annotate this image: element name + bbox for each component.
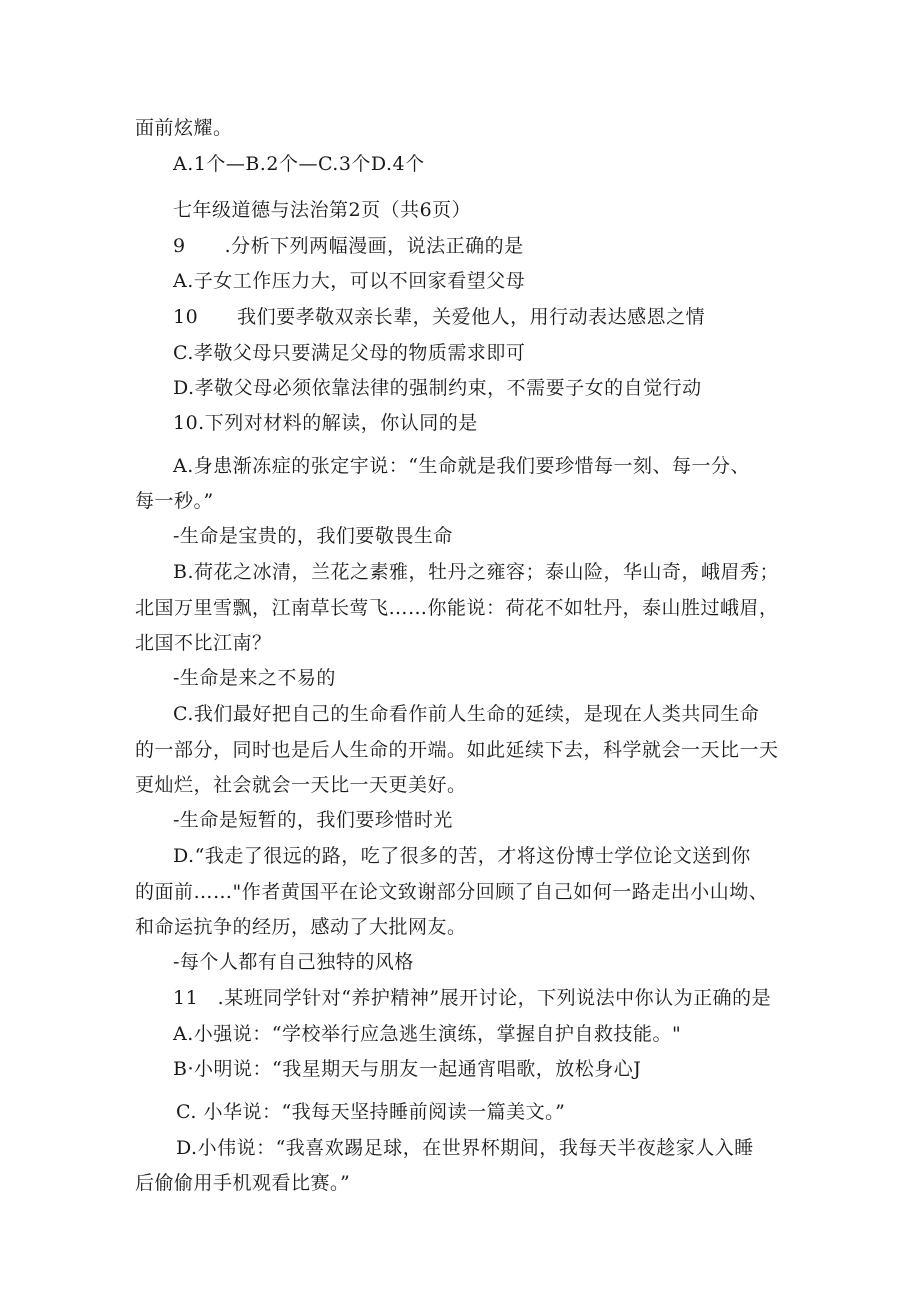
options-line: A.1个—B.2个—C.3个D.4个 <box>173 153 425 175</box>
q11-option-d: D.小伟说：“我喜欢踢足球，在世界杯期间，我每天半夜趁家人入睡 <box>176 1137 754 1159</box>
option-c: C.孝敬父母只要满足父母的物质需求即可 <box>173 342 526 364</box>
page-footer: 七年级道德与法治第2页（共6页） <box>173 199 472 221</box>
option-c-text-cont: 的一部分，同时也是后人生命的开端。如此延续下去，科学就会一天比一天 <box>135 739 779 761</box>
option-c-text: C.我们最好把自己的生命看作前人生命的延续，是现在人类共同生命 <box>173 703 760 725</box>
question-11: 11 .某班同学针对“养护精神”展开讨论，下列说法中你认为正确的是 <box>173 987 772 1009</box>
option-d-text-cont: 的面前……"作者黄国平在论文致谢部分回顾了自己如何一路走出小山坳、 <box>135 881 769 903</box>
question-9: 9 .分析下列两幅漫画，说法正确的是 <box>173 235 524 257</box>
option-b-text-cont: 北国万里雪飘，江南草长莺飞……你能说：荷花不如牡丹，泰山胜过峨眉， <box>135 597 779 619</box>
q11-option-b: B·小明说：“我星期天与朋友一起通宵唱歌，放松身心J <box>173 1058 642 1080</box>
option-a-text: A.身患渐冻症的张定宇说：“生命就是我们要珍惜每一刻、每一分、 <box>173 455 750 477</box>
option-d-text-cont: 和命运抗争的经历，感动了大批网友。 <box>135 916 467 938</box>
interpretation-b: -生命是来之不易的 <box>173 667 336 689</box>
q11-option-c: C. 小华说：“我每天坚持睡前阅读一篇美文。” <box>176 1101 566 1123</box>
option-c-text-cont: 更灿烂，社会就会一天比一天更美好。 <box>135 774 467 796</box>
option-d: D.孝敬父母必须依靠法律的强制约束，不需要子女的自觉行动 <box>173 377 702 399</box>
q11-option-d-cont: 后偷偷用手机观看比赛。” <box>135 1172 351 1194</box>
interpretation-a: -生命是宝贵的，我们要敬畏生命 <box>173 525 453 547</box>
question-10: 10.下列对材料的解读，你认同的是 <box>173 412 478 434</box>
interpretation-c: -生命是短暂的，我们要珍惜时光 <box>173 809 453 831</box>
option-a: A.子女工作压力大，可以不回家看望父母 <box>173 270 526 292</box>
option-d-text: D.“我走了很远的路，吃了很多的苦，才将这份博士学位论文送到你 <box>173 845 751 867</box>
interpretation-d: -每个人都有自己独特的风格 <box>173 951 414 973</box>
question-10-line: 10 我们要孝敬双亲长辈，关爱他人，用行动表达感恩之情 <box>173 306 706 328</box>
option-b-text: B.荷花之冰清，兰花之素雅，牡丹之雍容；泰山险，华山奇，峨眉秀； <box>173 561 780 583</box>
option-b-text-cont: 北国不比江南？ <box>135 632 272 654</box>
q11-option-a: A.小强说：“学校举行应急逃生演练，掌握自护自救技能。" <box>173 1023 682 1045</box>
text-line: 面前炫耀。 <box>135 117 233 139</box>
option-a-text-cont: 每一秒。” <box>135 490 214 512</box>
